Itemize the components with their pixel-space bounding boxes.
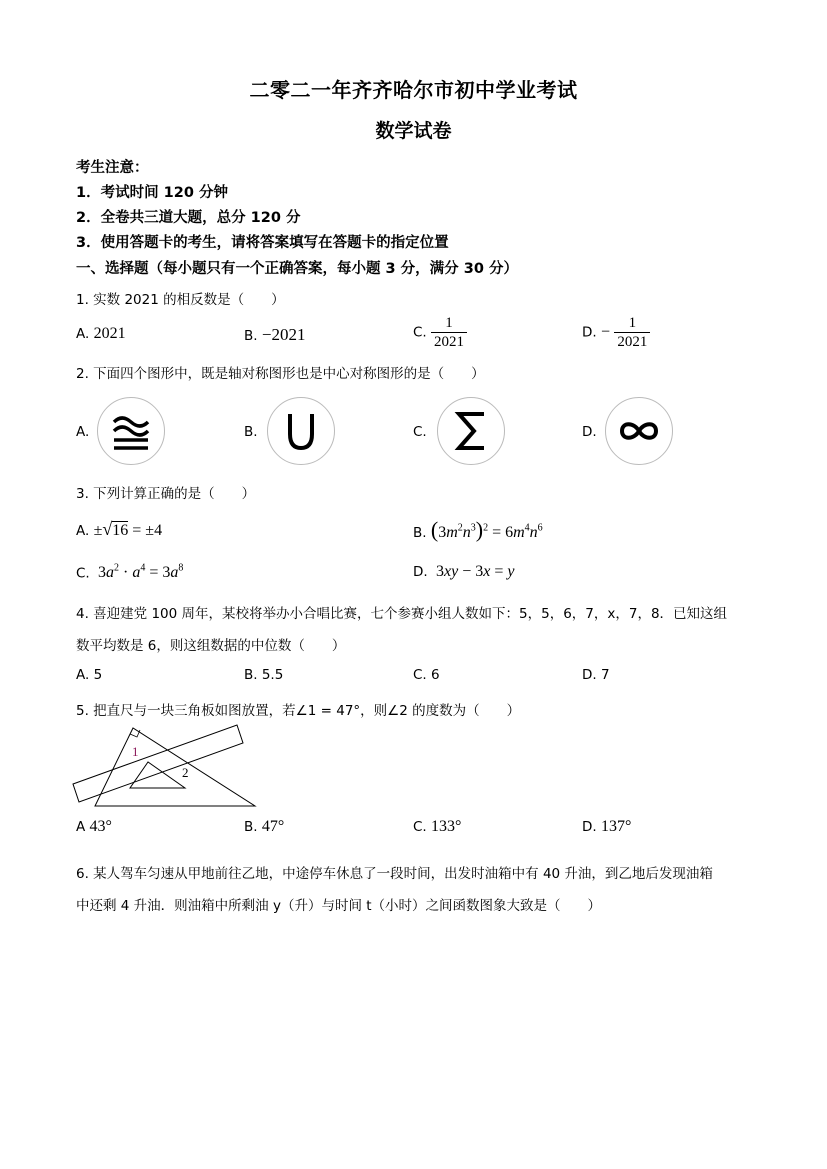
q1-option-b: [244, 325, 305, 345]
fraction: [614, 314, 650, 351]
minus-sign: −: [600, 323, 611, 341]
option-value: 137°: [600, 818, 632, 835]
ruler-triangle-figure: [70, 722, 260, 812]
option-label: C.: [413, 819, 427, 835]
denominator: 2021: [617, 334, 648, 350]
q4-option-c: C. 6: [413, 667, 440, 683]
q2-option-c-label: C.: [413, 424, 427, 440]
formula: $3a^2 \cdot a^4 = 3a^8$: [94, 563, 184, 582]
q3-option-a: [76, 519, 162, 540]
option-value: 133°: [431, 818, 462, 835]
option-label: A.: [76, 523, 90, 539]
fraction: [431, 314, 467, 351]
question-3-stem: 3. 下列计算正确的是（ ）: [76, 486, 256, 502]
approx-equal-underline-icon: [97, 397, 165, 465]
q4-option-b: B. 5.5: [244, 667, 284, 683]
option-label: D.: [582, 324, 597, 341]
note-item: 3．使用答题卡的考生，请将答案填写在答题卡的指定位置: [76, 235, 449, 251]
formula: 3xy − 3x = y: [431, 563, 515, 580]
q4-option-a: A. 5: [76, 667, 103, 683]
q5-option-a: [76, 818, 112, 836]
question-5-stem: 5. 把直尺与一块三角板如图放置，若∠1 = 47°，则∠2 的度数为（ ）: [76, 703, 521, 719]
note-item: 1．考试时间 120 分钟: [76, 185, 228, 201]
option-label: B.: [244, 819, 258, 835]
q2-option-d-label: D.: [582, 424, 597, 440]
numerator: 1: [614, 314, 650, 333]
q3-option-d: [413, 563, 514, 581]
notes-heading: 考生注意：: [76, 160, 149, 176]
option-label: D.: [413, 564, 428, 580]
q5-option-c: [413, 818, 461, 836]
exam-title: 二零二一年齐齐哈尔市初中学业考试: [249, 78, 578, 102]
option-label: B.: [244, 328, 258, 344]
section-heading: 一、选择题（每小题只有一个正确答案，每小题 3 分，满分 30 分）: [76, 261, 518, 277]
question-2-stem: 2. 下面四个图形中，既是轴对称图形也是中心对称图形的是（ ）: [76, 366, 485, 382]
question-4-stem-line2: 数平均数是 6，则这组数据的中位数（ ）: [76, 638, 346, 654]
option-label: B.: [413, 525, 427, 541]
exam-subtitle: 数学试卷: [375, 120, 452, 142]
sigma-icon: [437, 397, 505, 465]
option-label: C.: [76, 565, 90, 582]
option-label: C.: [413, 324, 427, 341]
angle-1-label: 1: [132, 744, 139, 759]
formula: ±√16 = ±4: [93, 519, 163, 539]
option-value: 47°: [261, 818, 285, 835]
option-label: A: [76, 819, 86, 835]
note-item: 2．全卷共三道大题，总分 120 分: [76, 210, 301, 226]
question-6-stem-line1: 6. 某人驾车匀速从甲地前往乙地，中途停车休息了一段时间，出发时油箱中有 40 升油，到乙地后发现油箱: [76, 866, 713, 882]
q1-option-c: [413, 314, 467, 351]
union-icon: [267, 397, 335, 465]
q4-option-d: D. 7: [582, 667, 610, 683]
option-value: 43°: [89, 818, 112, 835]
q3-option-c: [76, 563, 183, 582]
denominator: 2021: [434, 334, 465, 350]
question-6-stem-line2: 中还剩 4 升油．则油箱中所剩油 y（升）与时间 t（小时）之间函数图象大致是（ ）: [76, 898, 602, 914]
numerator: 1: [431, 314, 467, 333]
angle-2-label: 2: [182, 765, 189, 780]
q2-option-a-label: A.: [76, 424, 90, 440]
formula: $(3m^2n^3)^2 = 6m^4n^6$: [430, 517, 543, 542]
option-value: 2021: [93, 325, 126, 342]
q1-option-a: [76, 325, 126, 343]
infinity-icon: [605, 397, 673, 465]
q3-option-b: [413, 517, 543, 543]
question-4-stem-line1: 4. 喜迎建党 100 周年，某校将举办小合唱比赛，七个参赛小组人数如下：5，5，6，7，x，7，8．已知这组: [76, 606, 728, 622]
q1-option-d: [582, 314, 650, 351]
q5-option-b: [244, 818, 284, 836]
option-label: D.: [582, 819, 597, 835]
option-value: −2021: [261, 325, 306, 344]
q5-option-d: [582, 818, 631, 836]
question-1-stem: 1. 实数 2021 的相反数是（ ）: [76, 292, 285, 308]
q2-option-b-label: B.: [244, 424, 258, 440]
option-label: A.: [76, 326, 90, 342]
